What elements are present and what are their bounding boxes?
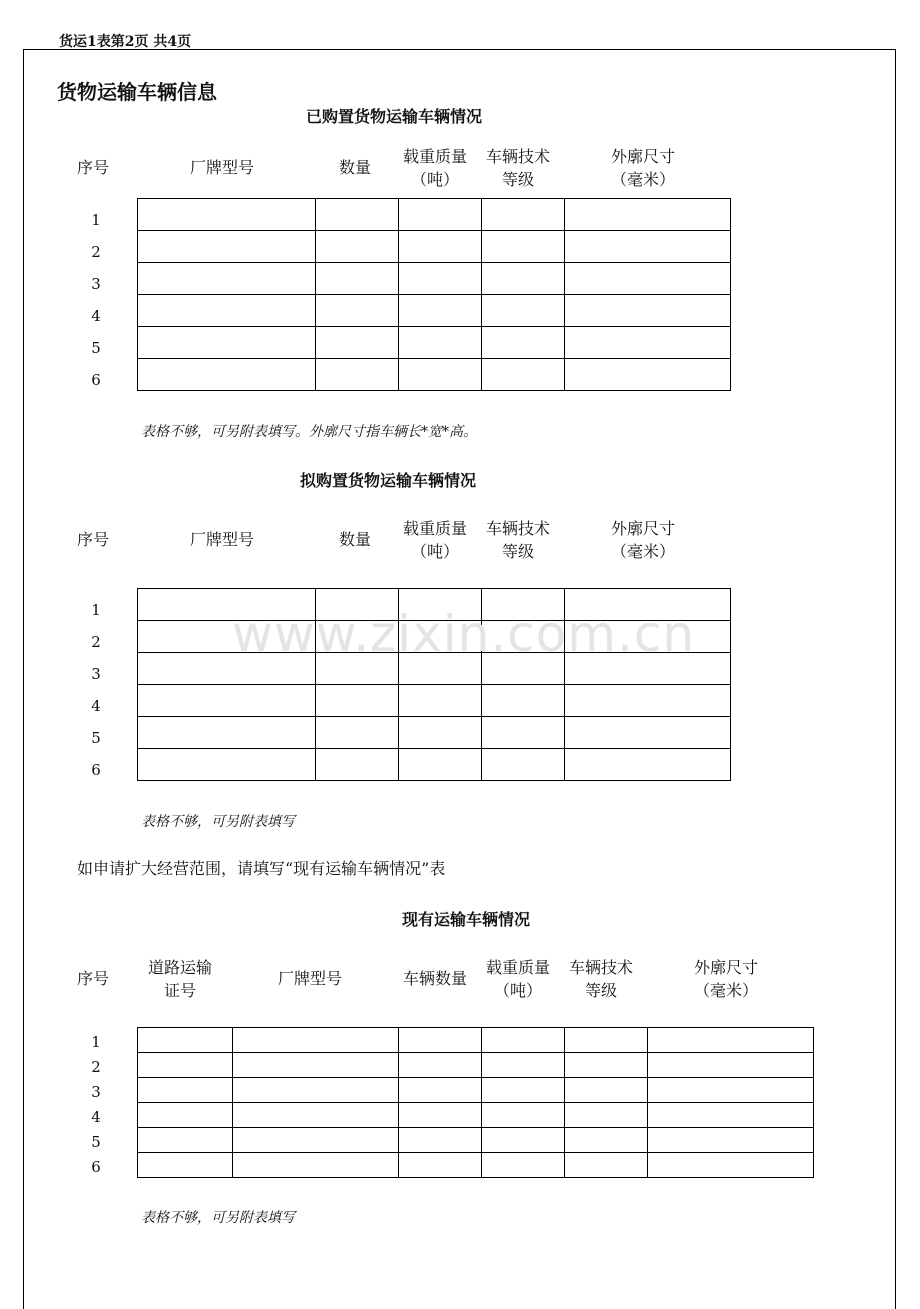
table-cell-model[interactable] [138, 749, 316, 781]
existing-header-load [486, 956, 550, 1002]
header-line: 载重质量 [403, 147, 468, 166]
instruction-text: 如申请扩大经营范围，请填写“现有运输车辆情况”表 [77, 859, 446, 878]
existing-header-seq: 序号 [77, 969, 110, 988]
table-cell-load[interactable] [399, 199, 482, 231]
header-line: （吨） [411, 170, 460, 189]
table-cell-count[interactable] [399, 1153, 482, 1178]
table-cell-grade[interactable] [482, 295, 565, 327]
table-cell-grade[interactable] [565, 1153, 648, 1178]
table-cell-model[interactable] [233, 1153, 399, 1178]
table-cell-load[interactable] [482, 1078, 565, 1103]
table-cell-load[interactable] [399, 295, 482, 327]
table-cell-model[interactable] [138, 327, 316, 359]
table-cell-load[interactable] [482, 1053, 565, 1078]
purchased-vehicles-table [137, 198, 731, 391]
table-cell-quantity[interactable] [316, 327, 399, 359]
table-row [138, 717, 731, 749]
table-row [138, 1103, 814, 1128]
table-cell-load[interactable] [482, 1128, 565, 1153]
table-cell-grade[interactable] [482, 199, 565, 231]
purchased-header-load [403, 145, 467, 191]
table-cell-load[interactable] [399, 685, 482, 717]
table-cell-model[interactable] [138, 231, 316, 263]
row-number: 5 [91, 729, 101, 747]
table-cell-dims[interactable] [565, 263, 731, 295]
purchased-header-dims [611, 145, 675, 191]
table-cell-model[interactable] [138, 199, 316, 231]
existing-header-permit [148, 956, 212, 1002]
table-cell-quantity[interactable] [316, 717, 399, 749]
header-line: 等级 [585, 981, 618, 1000]
table-cell-load[interactable] [482, 1028, 565, 1053]
table-cell-permit[interactable] [138, 1153, 233, 1178]
header-line: 证号 [164, 981, 197, 1000]
existing-header-dims [694, 956, 758, 1002]
row-number: 5 [91, 339, 101, 357]
table-cell-grade[interactable] [482, 359, 565, 391]
table-cell-load[interactable] [399, 749, 482, 781]
table-cell-grade[interactable] [482, 263, 565, 295]
row-number: 2 [91, 633, 101, 651]
row-number: 2 [91, 1058, 101, 1076]
row-number: 1 [91, 211, 101, 229]
row-number: 6 [91, 761, 101, 779]
table-cell-dims[interactable] [648, 1103, 814, 1128]
table-row [138, 359, 731, 391]
table-row [138, 199, 731, 231]
table-cell-count[interactable] [399, 1028, 482, 1053]
table-cell-dims[interactable] [565, 231, 731, 263]
table-cell-grade[interactable] [482, 685, 565, 717]
table-cell-dims[interactable] [565, 199, 731, 231]
table-row [138, 749, 731, 781]
table-cell-dims[interactable] [565, 327, 731, 359]
purchased-note: 表格不够，可另附表填写。外廓尺寸指车辆长*宽*高。 [141, 424, 477, 440]
table-row [138, 1053, 814, 1078]
table-cell-model[interactable] [233, 1128, 399, 1153]
header-line: （毫米） [611, 170, 676, 189]
row-number: 5 [91, 1133, 101, 1151]
table-cell-model[interactable] [138, 717, 316, 749]
table-cell-quantity[interactable] [316, 231, 399, 263]
header-line: 载重质量 [486, 958, 551, 977]
table-cell-dims[interactable] [565, 295, 731, 327]
row-number: 1 [91, 601, 101, 619]
table-cell-count[interactable] [399, 1103, 482, 1128]
table-cell-model[interactable] [233, 1078, 399, 1103]
table-cell-load[interactable] [399, 327, 482, 359]
purchased-header-seq: 序号 [77, 158, 110, 177]
row-number: 1 [91, 1033, 101, 1051]
header-line: （毫米） [611, 542, 676, 561]
header-line: （吨） [411, 542, 460, 561]
header-line: 车辆技术 [569, 958, 634, 977]
header-line: 等级 [502, 170, 535, 189]
table-cell-load[interactable] [399, 263, 482, 295]
table-cell-permit[interactable] [138, 1103, 233, 1128]
table-cell-load[interactable] [399, 717, 482, 749]
table-cell-count[interactable] [399, 1053, 482, 1078]
header-line: 车辆技术 [486, 147, 551, 166]
existing-vehicles-table [137, 1027, 814, 1178]
existing-header-model: 厂牌型号 [278, 969, 343, 988]
table-cell-dims[interactable] [565, 717, 731, 749]
table-cell-dims[interactable] [648, 1053, 814, 1078]
table-cell-model[interactable] [233, 1103, 399, 1128]
table-cell-permit[interactable] [138, 1128, 233, 1153]
row-number: 4 [91, 697, 101, 715]
table-cell-model[interactable] [233, 1028, 399, 1053]
header-line: 道路运输 [148, 958, 213, 977]
table-cell-dims[interactable] [565, 359, 731, 391]
table-row [138, 327, 731, 359]
table-cell-permit[interactable] [138, 1053, 233, 1078]
table-cell-count[interactable] [399, 1128, 482, 1153]
table-cell-model[interactable] [138, 359, 316, 391]
table-row [138, 263, 731, 295]
header-line: 外廓尺寸 [694, 958, 759, 977]
planned-header-seq: 序号 [77, 530, 110, 549]
table-cell-grade[interactable] [565, 1053, 648, 1078]
existing-section-title: 现有运输车辆情况 [402, 910, 531, 929]
table-cell-dims[interactable] [648, 1128, 814, 1153]
table-row [138, 685, 731, 717]
planned-header-grade [486, 517, 550, 563]
header-line: 等级 [502, 542, 535, 561]
purchased-section-title: 已购置货物运输车辆情况 [306, 107, 483, 126]
table-cell-dims[interactable] [648, 1078, 814, 1103]
table-cell-grade[interactable] [565, 1128, 648, 1153]
purchased-header-quantity: 数量 [339, 158, 372, 177]
table-cell-model[interactable] [138, 295, 316, 327]
row-number: 3 [91, 665, 101, 683]
table-cell-quantity[interactable] [316, 199, 399, 231]
table-cell-model[interactable] [233, 1053, 399, 1078]
table-cell-quantity[interactable] [316, 749, 399, 781]
row-number: 4 [91, 307, 101, 325]
purchased-header-grade [486, 145, 550, 191]
table-cell-grade[interactable] [482, 717, 565, 749]
row-number: 2 [91, 243, 101, 261]
table-row [138, 295, 731, 327]
header-line: 外廓尺寸 [611, 519, 676, 538]
existing-header-vehicle-count: 车辆数量 [403, 969, 468, 988]
table-row [138, 1028, 814, 1053]
document-title: 货物运输车辆信息 [57, 80, 217, 104]
table-cell-load[interactable] [399, 359, 482, 391]
table-cell-quantity[interactable] [316, 685, 399, 717]
table-cell-dims[interactable] [565, 685, 731, 717]
row-number: 6 [91, 1158, 101, 1176]
table-cell-dims[interactable] [565, 749, 731, 781]
purchased-header-model: 厂牌型号 [190, 158, 255, 177]
row-number: 3 [91, 275, 101, 293]
table-cell-model[interactable] [138, 263, 316, 295]
row-number: 6 [91, 371, 101, 389]
table-cell-quantity[interactable] [316, 263, 399, 295]
header-line: 载重质量 [403, 519, 468, 538]
table-cell-grade[interactable] [482, 231, 565, 263]
table-row [138, 231, 731, 263]
header-line: （毫米） [694, 981, 759, 1000]
planned-note: 表格不够，可另附表填写 [141, 814, 295, 830]
planned-header-load [403, 517, 467, 563]
table-row [138, 1078, 814, 1103]
table-cell-load[interactable] [399, 231, 482, 263]
table-cell-permit[interactable] [138, 1078, 233, 1103]
existing-note: 表格不够，可另附表填写 [141, 1210, 295, 1226]
table-cell-grade[interactable] [565, 1103, 648, 1128]
planned-header-dims [611, 517, 675, 563]
table-cell-load[interactable] [482, 1153, 565, 1178]
table-cell-dims[interactable] [648, 1153, 814, 1178]
table-cell-quantity[interactable] [316, 295, 399, 327]
table-cell-count[interactable] [399, 1078, 482, 1103]
header-line: 车辆技术 [486, 519, 551, 538]
page-label: 货运1表第2页 共4页 [59, 34, 192, 50]
watermark: www.zixin.com.cn [232, 605, 696, 663]
row-number: 3 [91, 1083, 101, 1101]
planned-header-quantity: 数量 [339, 530, 372, 549]
table-cell-model[interactable] [138, 685, 316, 717]
table-cell-load[interactable] [482, 1103, 565, 1128]
header-line: （吨） [494, 981, 543, 1000]
table-cell-dims[interactable] [648, 1028, 814, 1053]
row-number: 4 [91, 1108, 101, 1126]
table-cell-quantity[interactable] [316, 359, 399, 391]
table-row [138, 1153, 814, 1178]
table-cell-grade[interactable] [482, 749, 565, 781]
existing-header-grade [569, 956, 633, 1002]
planned-section-title: 拟购置货物运输车辆情况 [300, 471, 477, 490]
table-row [138, 1128, 814, 1153]
planned-header-model: 厂牌型号 [190, 530, 255, 549]
table-cell-grade[interactable] [482, 327, 565, 359]
table-cell-grade[interactable] [565, 1078, 648, 1103]
table-cell-grade[interactable] [565, 1028, 648, 1053]
header-line: 外廓尺寸 [611, 147, 676, 166]
table-cell-permit[interactable] [138, 1028, 233, 1053]
